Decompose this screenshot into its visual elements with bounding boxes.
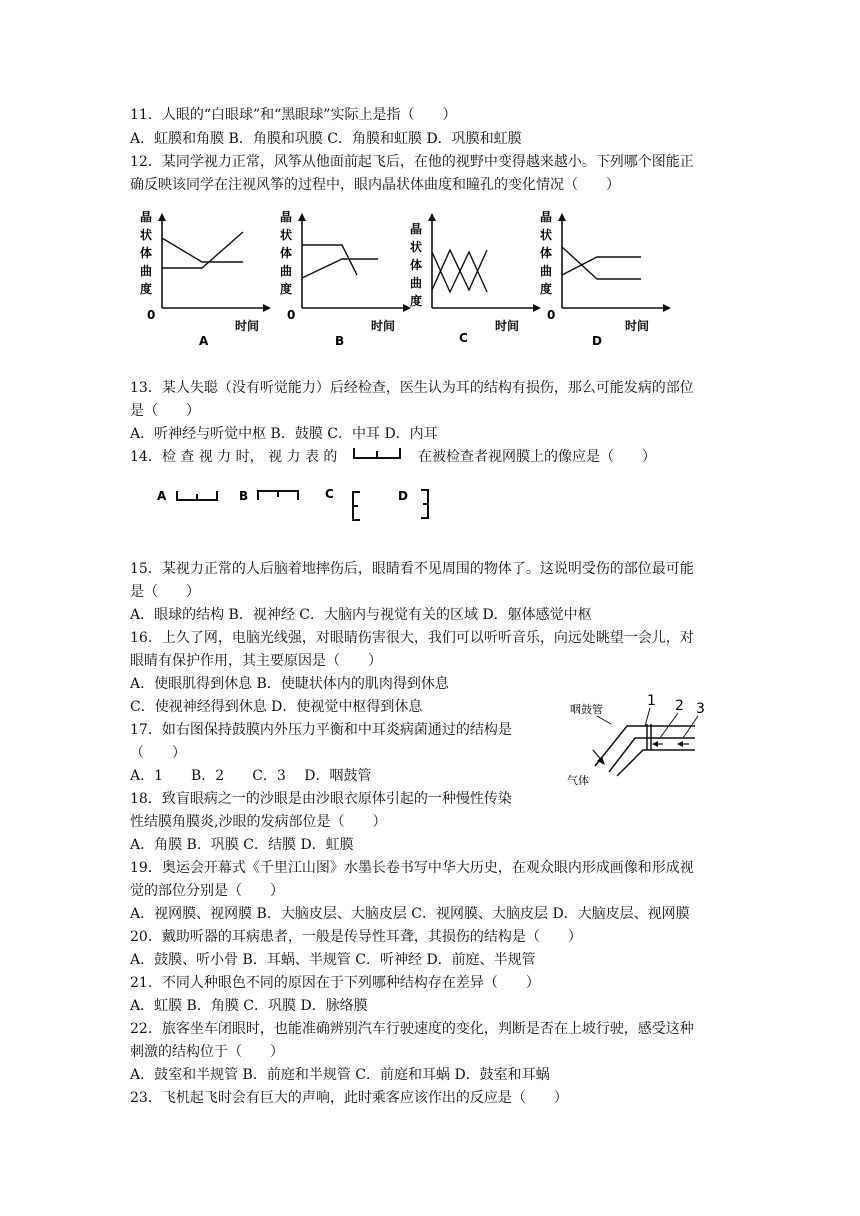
q14-symbol [350, 446, 404, 462]
svg-text:晶: 晶 [280, 210, 293, 224]
svg-text:曲: 曲 [140, 264, 153, 278]
q18-stem-line2: 性结膜角膜炎,沙眼的发病部位是（ ） [130, 814, 387, 830]
graph-b-ylabel [280, 209, 292, 296]
graph-d-ylabel [540, 209, 552, 296]
graph-c-letter: C [459, 331, 468, 345]
q14-option-c-symbol [353, 492, 360, 520]
graph-b [275, 205, 415, 350]
q16-options-line1: A．使眼肌得到休息 B．使睫状体内的肌肉得到休息 [130, 676, 449, 692]
q21-stem: 21．不同人种眼色不同的原因在于下列哪种结构存在差异（ ） [130, 975, 540, 991]
graph-d-line-1 [562, 247, 641, 279]
svg-text:晶: 晶 [410, 222, 423, 236]
svg-text:状: 状 [140, 228, 153, 242]
graph-b-line-1 [302, 245, 357, 275]
q16-stem-line2: 眼睛有保护作用，其主要原因是（ ） [130, 653, 382, 669]
q12-stem-line1: 12．某同学视力正常，风筝从他面前起飞后，在他的视野中变得越来越小。下列哪个图能正 [130, 154, 694, 170]
q19-stem-line1: 19．奥运会开幕式《千里江山图》水墨长卷书写中华大历史，在观众眼内形成画像和形成视 [130, 860, 694, 876]
fig-gas-label: 气体 [567, 774, 589, 787]
q17-options: A．1 B．2 C．3 D．咽鼓管 [130, 768, 372, 784]
q22-stem-line2: 刺激的结构位于（ ） [130, 1044, 284, 1060]
q21-options: A．虹膜 B．角膜 C．巩膜 D．脉络膜 [130, 998, 368, 1014]
q17-stem-line2: （ ） [130, 745, 186, 761]
q18-options: A．角膜 B．巩膜 C．结膜 D．虹膜 [130, 837, 354, 853]
graph-a-letter: A [199, 334, 209, 348]
q11-stem: 11．人眼的“白眼球”和“黑眼球”实际上是指（ ） [130, 107, 457, 123]
graph-a [135, 205, 275, 350]
svg-text:晶: 晶 [540, 210, 553, 224]
q22-options: A．鼓室和半规管 B．前庭和半规管 C．前庭和耳蜗 D．鼓室和耳蜗 [130, 1067, 550, 1083]
q14-option-b-symbol [258, 491, 298, 500]
svg-text:曲: 曲 [410, 276, 423, 290]
q14-option-b-label: B [239, 489, 249, 503]
svg-text:曲: 曲 [280, 264, 293, 278]
fig-label-2: 2 [675, 698, 684, 714]
svg-text:状: 状 [410, 240, 423, 254]
q22-stem-line1: 22．旅客坐车闭眼时，也能准确辨别汽车行驶速度的变化，判断是否在上坡行驶，感受这种 [130, 1021, 694, 1037]
fig-label-3: 3 [696, 701, 705, 717]
q14-option-d-symbol [421, 490, 428, 518]
q13-stem-line1: 13．某人失聪（没有听觉能力）后经检查，医生认为耳的结构有损伤，那么可能发病的部位 [130, 380, 694, 396]
svg-text:状: 状 [280, 228, 293, 242]
svg-text:状: 状 [540, 228, 553, 242]
graph-a-origin: 0 [147, 308, 156, 322]
q17-stem-line1: 17．如右图保持鼓膜内外压力平衡和中耳炎病菌通过的结构是 [130, 722, 512, 738]
q12-stem-line2: 确反映该同学在注视风筝的过程中，眼内晶状体曲度和瞳孔的变化情况（ ） [130, 177, 620, 193]
graph-c-ylabel [410, 221, 422, 308]
graph-b-letter: B [335, 334, 345, 348]
svg-text:度: 度 [140, 282, 153, 296]
q14-stem-a: 14．检 查 视 力 时， 视 力 表 的 [130, 449, 338, 465]
q13-stem-line2: 是（ ） [130, 403, 200, 419]
q15-stem-line2: 是（ ） [130, 584, 200, 600]
q20-options: A．鼓膜、听小骨 B．耳蜗、半规管 C．听神经 D．前庭、半规管 [130, 952, 536, 968]
svg-text:体: 体 [280, 246, 293, 260]
svg-text:曲: 曲 [540, 264, 553, 278]
q14-option-a-label: A [157, 489, 167, 503]
graph-c-line-2 [432, 252, 487, 292]
graph-a-ylabel [140, 209, 152, 296]
q16-options-line2: C．使视神经得到休息 D．使视觉中枢得到休息 [130, 699, 423, 715]
svg-text:体: 体 [540, 246, 553, 260]
eustachian-tube-figure [555, 688, 725, 788]
graph-d-letter: D [592, 334, 602, 348]
svg-text:体: 体 [140, 246, 153, 260]
svg-text:度: 度 [410, 294, 423, 308]
q18-stem-line1: 18．致盲眼病之一的沙眼是由沙眼衣原体引起的一种慢性传染 [130, 791, 512, 807]
q14-option-c-label: C [325, 487, 334, 501]
q16-stem-line1: 16．上久了网，电脑光线强，对眼睛伤害很大，我们可以听听音乐，向远处眺望一会儿，对 [130, 630, 694, 646]
svg-text:度: 度 [540, 282, 553, 296]
graph-c-xlabel: 时间 [495, 319, 520, 333]
graph-a-xlabel: 时间 [235, 319, 260, 333]
fig-tube-label: 咽鼓管 [570, 703, 603, 716]
graph-b-line-2 [302, 259, 378, 278]
q13-options: A．听神经与听觉中枢 B．鼓膜 C．中耳 D．内耳 [130, 426, 438, 442]
svg-text:度: 度 [280, 282, 293, 296]
graph-a-line-1 [162, 238, 243, 262]
q14-options-figure [150, 480, 450, 525]
fig-label-1: 1 [647, 693, 656, 709]
q20-stem: 20．戴助听器的耳病患者，一般是传导性耳聋，其损伤的结构是（ ） [130, 929, 582, 945]
svg-text:晶: 晶 [140, 210, 153, 224]
q14-option-a-symbol [177, 491, 217, 500]
svg-text:体: 体 [410, 258, 423, 272]
q19-options: A．视网膜、视网膜 B．大脑皮层、大脑皮层 C．视网膜、大脑皮层 D．大脑皮层、视网膜 [130, 906, 690, 922]
q11-options: A．虹膜和角膜 B．角膜和巩膜 C．角膜和虹膜 D．巩膜和虹膜 [130, 131, 522, 147]
graph-b-xlabel: 时间 [371, 319, 396, 333]
graph-d-line-2 [562, 257, 641, 275]
graph-d-xlabel: 时间 [625, 319, 650, 333]
graph-c [405, 205, 545, 350]
q15-stem-line1: 15．某视力正常的人后脑着地摔伤后，眼睛看不见周围的物体了。这说明受伤的部位最可能 [130, 561, 694, 577]
q23-stem: 23．飞机起飞时会有巨大的声响，此时乘客应该作出的反应是（ ） [130, 1090, 568, 1106]
graph-d [535, 205, 675, 350]
q15-options: A．眼球的结构 B．视神经 C．大脑内与视觉有关的区域 D．躯体感觉中枢 [130, 607, 592, 623]
q14-stem-b: 在被检查者视网膜上的像应是（ ） [418, 449, 656, 465]
graph-d-origin: 0 [547, 308, 556, 322]
q19-stem-line2: 觉的部位分别是（ ） [130, 883, 284, 899]
q14-option-d-label: D [398, 489, 408, 503]
graph-b-origin: 0 [287, 308, 296, 322]
